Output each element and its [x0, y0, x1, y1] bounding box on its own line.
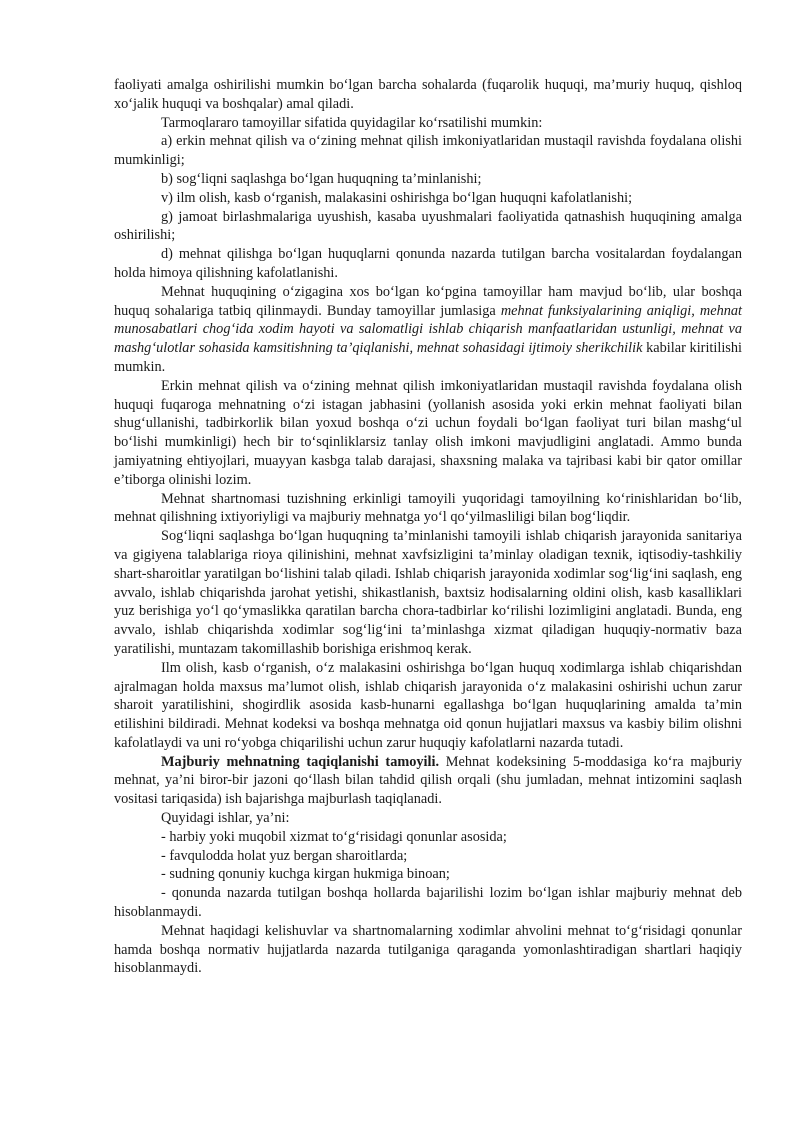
list-item [114, 865, 742, 884]
list-item [114, 847, 742, 866]
text-run: - harbiy yoki muqobil xizmat to‘g‘risidagi qonunlar asosida; [161, 828, 507, 845]
text-run: b) sog‘liqni saqlashga bo‘lgan huquqning ta’minlanishi; [161, 170, 482, 187]
text-run: Mehnat shartnomasi tuzishning erkinligi tamoyili yuqoridagi tamoyilning ko‘rinishlaridan bo‘lib, mehnat qilishning ixtiyoriyligi va majburiy mehnatga yo‘l qo‘yilmasliligi bilan bog‘liqdir. [114, 490, 742, 526]
text-run: Mehnat haqidagi kelishuvlar va shartnomalarning xodimlar ahvolini mehnat to‘g‘risidagi qonunlar hamda boshqa normativ hujjatlarda nazarda tutilganiga qaraganda yomonlashtiradigan shartlari haqiqiy hisoblanmaydi. [114, 922, 742, 977]
text-run: kabilar kiritilishi mumkin. [114, 340, 742, 375]
list-item [114, 884, 742, 922]
text-run: a) erkin mehnat qilish va o‘zining mehnat qilish imkoniyatlaridan mustaqil ravishda foydalana olishi mumkinligi; [114, 133, 742, 169]
text-run: Tarmoqlararo tamoyillar sifatida quyidagilar ko‘rsatilishi mumkin: [161, 114, 543, 131]
text-run: - qonunda nazarda tutilgan boshqa hollarda bajarilishi lozim bo‘lgan ishlar majburiy mehnat deb hisoblanmaydi. [114, 885, 742, 921]
paragraph [114, 922, 742, 978]
text-run: Mehnat kodeksining 5-moddasiga ko‘ra majburiy mehnat, ya’ni biror-bir jazoni qo‘llash bilan tahdid qilish orqali (shu jumladan, mehnat intizomini saqlash vositasi tariqasida) ish bajarishga majburlash taqiqlanadi. [114, 753, 742, 808]
paragraph [114, 753, 742, 809]
list-item [114, 828, 742, 847]
paragraph [114, 809, 742, 828]
text-run: - sudning qonuniy kuchga kirgan hukmiga binoan; [161, 866, 450, 883]
paragraph [114, 490, 742, 528]
paragraph [114, 527, 742, 659]
text-run: d) mehnat qilishga bo‘lgan huquqlarni qonunda nazarda tutilgan barcha vositalardan foydalangan holda himoya qilishning kafolatlanishi. [114, 246, 742, 281]
text-run: g) jamoat birlashmalariga uyushish, kasaba uyushmalari faoliyatida qatnashish huquqining amalga oshirilishi; [114, 208, 742, 244]
paragraph [114, 114, 742, 133]
list-item [114, 208, 742, 246]
paragraph [114, 76, 742, 114]
text-run: v) ilm olish, kasb o‘rganish, malakasini oshirishga bo‘lgan huquqni kafolatlanishi; [161, 189, 633, 206]
paragraph [114, 377, 742, 490]
list-item [114, 132, 742, 170]
document-page [114, 76, 742, 978]
text-run: Quyidagi ishlar, ya’ni: [161, 810, 290, 827]
text-run: Sog‘liqni saqlashga bo‘lgan huquqning ta’minlanishi tamoyili ishlab chiqarish jarayonida sanitariya va gigiyena talablariga rioya qilinishini, mehnat xavfsizligini ta’minlay oladigan texnik, iqtisodiy-tashkiliy shart-sharoitlar yaratilgan bo‘lishini talab qiladi. Ishlab chiqarish jarayonida xodimlar sog‘lig‘ini saqlash, eng avvalo, ishlab chiqarishda jarohat yetishi, shikastlanish, baxtsiz hodisalarning oldini olish, kasb kasalliklari yuz berishiga yo‘l qo‘ymaslikka qaratilan barcha chora-tadbirlar ko‘rilishi lozimligini anglatadi. Bunda, eng avvalo, ishlab chiqarishda xodimlar sog‘lig‘ini ta’minlashga xizmat qiladigan huquqiy-normativ baza yaratilishi, muntazam takomillashib borishiga erishmoq kerak. [114, 528, 742, 657]
text-run: Ilm olish, kasb o‘rganish, o‘z malakasini oshirishga bo‘lgan huquq xodimlarga ishlab chiqarishdan ajralmagan holda maxsus ma’lumot olish, ishlab chiqarish jarayonida o‘z malakasini oshirishi uchun zarur sharoit yaratilishini, shogirdlik asosida kasb-hunarni egallashga bo‘lgan huquqlarining amalda ta’min etilishini bildiradi. Mehnat kodeksi va boshqa mehnatga oid qonun hujjatlari maxsus va kasbiy bilim olishni kafolatlaydi va uni ro‘yobga chiqarilishi uchun zarur huquqiy kafolatlarni nazarda tutadi. [114, 659, 742, 751]
text-run: faoliyati amalga oshirilishi mumkin bo‘lgan barcha sohalarda (fuqarolik huquqi, ma’muriy huquq, qishloq xo‘jalik huquqi va boshqalar) amal qiladi. [114, 77, 742, 112]
paragraph [114, 283, 742, 377]
text-run: - favqulodda holat yuz bergan sharoitlarda; [161, 847, 408, 864]
italic-text-run: mehnat funksiyalarining aniqligi, mehnat munosabatlari chog‘ida xodim hayoti va salomatligi ishlab chiqarish manfaatlaridan ustunligi, mehnat va mashg‘ulotlar sohasida kamsitishning ta’qiqlanishi, mehnat sohasidagi ijtimoiy sherikchilik [114, 302, 742, 357]
list-item [114, 170, 742, 189]
text-run: Mehnat huquqining o‘zigagina xos bo‘lgan ko‘pgina tamoyillar ham mavjud bo‘lib, ular boshqa huquq sohalariga tatbiq qilinmaydi. Bunday tamoyillar jumlasiga [114, 283, 742, 319]
text-run: Erkin mehnat qilish va o‘zining mehnat qilish imkoniyatlaridan mustaqil ravishda foydalana olish huquqi fuqaroga mehnatning o‘zi istagan jabhasini (yollanish asosida yoki erkin mehnat faoliyati bilan shug‘ullanishi, tadbirkorlik bilan yoxud boshqa o‘zi uchun foydali bo‘lgan faoliyat turi bilan mashg‘ul bo‘lishi mumkinligi) hech bir to‘sqinliklarsiz tanlay olish imkoni mavjudligini anglatadi. Ammo bunda jamiyatning ehtiyojlari, muayyan kasbga talab darajasi, shaxsning malaka va tajribasi kabi bir qator omillar e’tiborga olinishi lozim. [114, 377, 742, 488]
paragraph [114, 659, 742, 753]
list-item [114, 245, 742, 283]
list-item [114, 189, 742, 208]
bold-heading-run: Majburiy mehnatning taqiqlanishi tamoyili. [161, 753, 440, 770]
